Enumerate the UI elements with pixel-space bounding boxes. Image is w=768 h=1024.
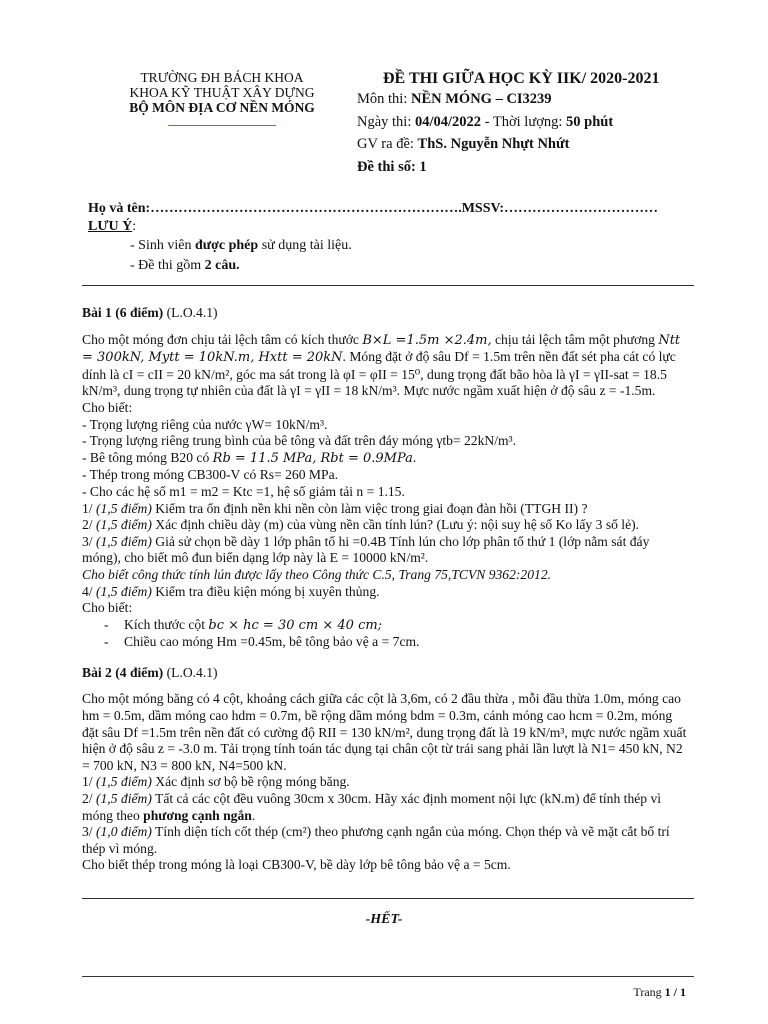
lecturer-row: [357, 133, 747, 156]
q-no: 1/: [82, 774, 96, 790]
q-points: (1,5 điểm): [95, 583, 152, 599]
bai1-given-5: - Cho các hệ số m1 = m2 = Ktc =1, hệ số giảm tải n = 1.15.: [82, 483, 405, 499]
note-item-1: [88, 236, 688, 256]
note1-pre: - Sinh viên: [130, 238, 195, 253]
institution-block: [104, 70, 340, 126]
department-name: BỘ MÔN ĐỊA CƠ NỀN MÓNG: [129, 100, 315, 115]
bai2-heading: [82, 665, 690, 682]
q-no: 2/: [82, 517, 96, 533]
bai1-heading: [82, 305, 690, 322]
bai1-given-3: [82, 450, 690, 468]
top-divider: [82, 285, 694, 286]
q-points: (1,0 điểm): [95, 824, 152, 840]
bai1-dims: B×L =1.5m ×2.4m,: [362, 332, 492, 348]
bai1-lo: (L.O.4.1): [163, 305, 218, 320]
bai1-question-2: [82, 517, 690, 534]
subject-row: [357, 88, 747, 111]
q-end: .: [251, 807, 256, 823]
exam-info-block: [357, 70, 747, 178]
q-points: (1,5 điểm): [95, 533, 152, 549]
subject-value: NỀN MÓNG – CI3239: [410, 91, 552, 107]
bai2-paragraph: Cho một móng băng có 4 cột, khoảng cách giữa các cột là 3,6m, có 2 đầu thừa , mỗi đầu thừa 1.0m, móng cao hm = 0.5m, dầm móng cao hdm = 0.7m, bề rộng dầm móng bdm = 0.3m, cánh móng cao hcm = 0.2m, móng đặt sâu Df =1.5m trên nền đất có cường độ RII = 130 kN/m², dung trọng đất là 19 kN/m³, mực nước ngầm xuất hiện ở độ sâu z = -3.0 m. Tải trọng tính toán tác dụng tại chân cột từ trái sang phải lần lượt là N1= 450 kN, N2 = 700 kN, N3 = 800 kN, N4=500 kN.: [82, 691, 687, 773]
q-no: 2/: [82, 791, 96, 807]
q-no: 4/: [82, 583, 96, 599]
bai1-given-2: - Trọng lượng riêng trung bình của bê tông và đất trên đáy móng γtb= 22kN/m³.: [82, 433, 517, 449]
bai2-question-1: [82, 774, 690, 791]
note-title: LƯU Ý: [88, 219, 133, 234]
q-text: Kiểm tra điều kiện móng bị xuyên thủng.: [151, 583, 380, 599]
note1-post: sử dụng tài liệu.: [258, 238, 352, 253]
page-footer: [633, 985, 686, 1000]
bai2-question-3: [82, 824, 690, 857]
bai2-question-2: [82, 791, 690, 824]
list-item: - Chiều cao móng Hm =0.45m, bê tông bảo vệ a = 7cm.: [104, 634, 690, 651]
date-row: [357, 111, 747, 134]
bai1-paragraph: [82, 332, 690, 400]
bai1-g3a: - Bê tông móng B20 có: [82, 449, 213, 465]
q-text: Xác định chiều dày (m) của vùng nền cần tính lún? (Lưu ý: nội suy hệ số Ko lấy 3 số lẻ).: [151, 517, 640, 533]
lecturer-value: ThS. Nguyễn Nhựt Nhứt: [417, 136, 570, 152]
q-points: (1,5 điểm): [95, 500, 152, 516]
q-no: 3/: [82, 533, 96, 549]
faculty-name: KHOA KỸ THUẬT XÂY DỰNG: [129, 85, 315, 100]
bai1-given-b: Cho biết:: [82, 600, 133, 616]
d1-math: bc × hc = 30 cm × 40 cm;: [208, 617, 383, 633]
q-text: Tính diện tích cốt thép (cm²) theo phương cạnh ngắn của móng. Chọn thép và vẽ mặt cắt bố trí thép vì móng.: [82, 824, 670, 856]
school-name: TRƯỜNG ĐH BÁCH KHOA: [140, 70, 304, 85]
name-id-line: Họ và tên:………………………………………………………….MSSV:……………………………: [88, 201, 658, 216]
bai1-loads: Ntt = 300kN, Mytt = 10kN.m, Hxtt = 20kN: [82, 332, 681, 366]
subject-label: Môn thi:: [357, 91, 411, 107]
bai1-g3math: Rb = 11.5 MPa, Rbt = 0.9MPa: [212, 450, 413, 466]
note1-bold: được phép: [194, 238, 259, 253]
page-label: Trang: [633, 985, 665, 999]
date-label: Ngày thi:: [357, 113, 415, 130]
q-text: Giả sử chọn bề dày 1 lớp phân tố hi =0.4B Tính lún cho lớp phân tố thứ 1 (lớp nằm sát đáy móng), cho biết mô đun biến dạng lớp này là E = 10000 kN/m².: [82, 533, 650, 566]
q-text: Kiểm tra ổn định nền khi nền còn làm việc trong giai đoạn đàn hồi (TTGH II) ?: [151, 500, 588, 516]
bai2-title: Bài 2 (4 điểm): [82, 664, 164, 680]
bai1-g3b: .: [412, 449, 417, 465]
q-no: 1/: [82, 500, 96, 516]
exam-number: Đề thi số: 1: [357, 158, 427, 175]
duration-value: 50 phút: [566, 113, 614, 130]
q-points: (1,5 điểm): [95, 791, 152, 807]
section-gap: [82, 651, 690, 665]
exam-title: ĐỀ THI GIỮA HỌC KỲ IIK/ 2020-2021: [383, 70, 660, 87]
bai2-final-note: Cho biết thép trong móng là loại CB300-V, bề dày lớp bê tông bảo vệ a = 5cm.: [82, 857, 511, 873]
q-text: Tất cả các cột đều vuông 30cm x 30cm. Hãy xác định moment nội lực (kN.m) để tính thép vì móng theo: [82, 791, 662, 823]
list-item: [104, 617, 690, 635]
bai1-question-1: [82, 501, 690, 518]
bai1-detail-list: [82, 617, 690, 651]
note-item-2: [88, 256, 688, 276]
student-info: [88, 200, 688, 276]
bai1-p1a: Cho một móng đơn chịu tải lệch tâm có kích thước: [82, 331, 363, 347]
d1-pre: Kích thước cột: [124, 616, 209, 632]
q-text: Xác định sơ bộ bề rộng móng băng.: [151, 774, 350, 790]
q-no: 3/: [82, 824, 96, 840]
note-heading: LƯU Ý:: [88, 219, 137, 234]
bai1-question-4: [82, 584, 690, 601]
date-value: 04/04/2022: [415, 113, 482, 130]
bai1-formula-note: Cho biết công thức tính lún được lấy theo Công thức C.5, Trang 75,TCVN 9362:2012.: [82, 566, 552, 582]
bai1-given-4: - Thép trong móng CB300-V có Rs= 260 MPa.: [82, 467, 339, 483]
q-points: (1,5 điểm): [95, 774, 152, 790]
bai1-p1b: chịu tải lệch tâm một phương: [491, 331, 659, 347]
footer-divider: [82, 976, 694, 977]
header-divider: [168, 125, 276, 126]
bai1-given-1: - Trọng lượng riêng của nước γW= 10kN/m³.: [82, 416, 328, 432]
note2-bold: 2 câu.: [204, 258, 240, 273]
exam-content: [82, 305, 690, 874]
bai1-question-3: [82, 534, 690, 567]
end-mark: -HẾT-: [365, 912, 403, 927]
q-points: (1,5 điểm): [95, 517, 152, 533]
lecturer-label: GV ra đề:: [357, 136, 418, 152]
bai1-p1c: . Móng đặt ở độ sâu Df = 1.5m trên nền đất sét pha cát có lực dính là cI = cII = 20 kN/m², góc ma sát trong là φI = φII = 15⁰, dung trọng đất bão hòa là γI = γII-sat = 18.5 kN/m³, dung trọng tự nhiên của đất là γI = γII = 18 kN/m³. Mực nước ngầm xuất hiện ở độ sâu z = -1.5m.: [82, 349, 676, 399]
q-bold: phương cạnh ngắn: [143, 807, 252, 823]
duration-label: - Thời lượng:: [481, 113, 567, 130]
note2-pre: - Đề thi gồm: [130, 258, 205, 273]
bai1-title: Bài 1 (6 điểm): [82, 305, 164, 320]
bai2-lo: (L.O.4.1): [163, 664, 218, 680]
page-number: 1 / 1: [664, 985, 686, 999]
end-divider: [82, 898, 694, 899]
bai1-given: Cho biết:: [82, 399, 133, 415]
